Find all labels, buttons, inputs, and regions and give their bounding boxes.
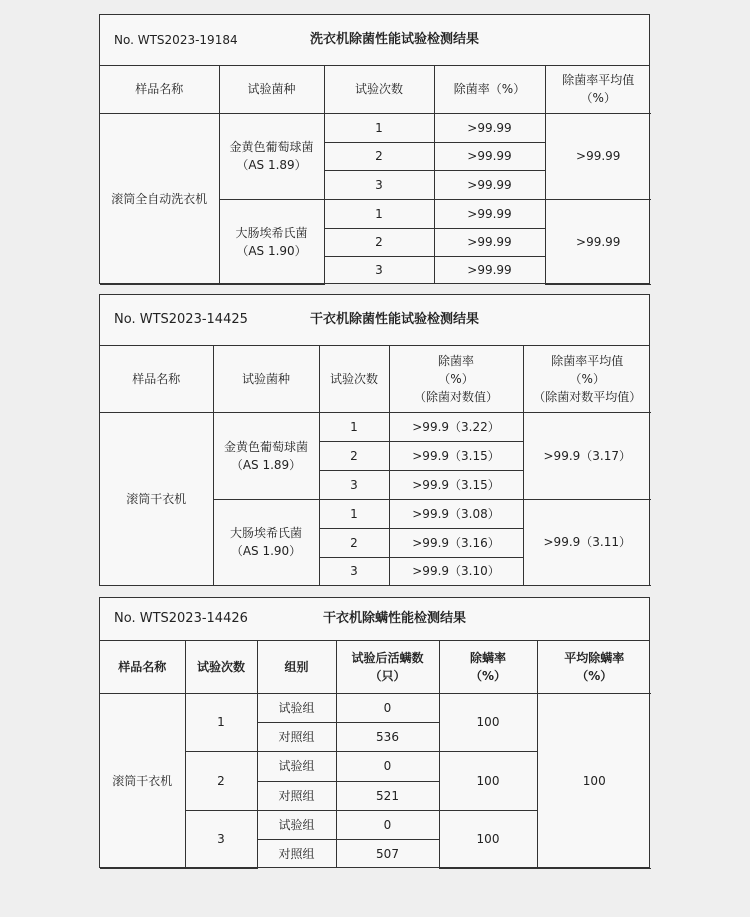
mite-results-table <box>100 641 651 869</box>
group-label: 对照组 <box>257 781 336 810</box>
live-mite-count: 0 <box>336 810 439 839</box>
header-sample-name: 样品名称 <box>100 641 185 693</box>
avg-rate-value: >99.9（3.11） <box>523 499 651 585</box>
strain-cell: 大肠埃希氏菌 （AS 1.90） <box>219 199 324 284</box>
run-number: 3 <box>324 256 434 284</box>
sample-name: 滚筒干衣机 <box>100 693 185 868</box>
report-title: 洗衣机除菌性能试验检测结果 <box>309 32 479 47</box>
header-runs: 试验次数 <box>185 641 257 693</box>
avg-rate-value: >99.99 <box>545 113 651 199</box>
dryer-results-table <box>100 346 651 586</box>
rate-value: >99.9（3.16） <box>389 528 523 557</box>
rate-value: >99.99 <box>434 113 545 142</box>
avg-rate-value: >99.99 <box>545 199 651 284</box>
run-number: 2 <box>319 528 389 557</box>
group-label: 对照组 <box>257 839 336 868</box>
live-mite-count: 0 <box>336 693 439 722</box>
strain-cell: 金黄色葡萄球菌 （AS 1.89） <box>219 113 324 199</box>
rate-value: >99.99 <box>434 199 545 228</box>
group-label: 试验组 <box>257 810 336 839</box>
report-header <box>100 295 649 346</box>
live-mite-count: 536 <box>336 722 439 751</box>
report-title: 干衣机除螨性能检测结果 <box>322 611 466 626</box>
header-live-mites: 试验后活螨数 （只） <box>336 641 439 693</box>
group-label: 试验组 <box>257 751 336 781</box>
rate-value: >99.99 <box>434 170 545 199</box>
avg-rate-value: >99.9（3.17） <box>523 412 651 499</box>
rate-value: >99.9（3.08） <box>389 499 523 528</box>
report-title: 干衣机除菌性能试验检测结果 <box>309 312 479 327</box>
header-runs: 试验次数 <box>319 346 389 412</box>
run-number: 1 <box>324 113 434 142</box>
run-number: 1 <box>319 412 389 441</box>
report-header <box>100 15 649 66</box>
strain-cell: 大肠埃希氏菌 （AS 1.90） <box>213 499 319 585</box>
mite-rate-value: 100 <box>439 693 537 751</box>
header-rate: 除菌率 （%） （除菌对数值） <box>389 346 523 412</box>
avg-mite-rate-value: 100 <box>537 693 651 868</box>
washer-results-table <box>100 66 651 285</box>
run-number: 1 <box>319 499 389 528</box>
report-number: No. WTS2023-14426 <box>114 611 248 626</box>
rate-value: >99.9（3.15） <box>389 441 523 470</box>
mite-rate-value: 100 <box>439 810 537 868</box>
rate-value: >99.99 <box>434 256 545 284</box>
run-number: 3 <box>319 557 389 585</box>
run-number: 2 <box>324 142 434 170</box>
rate-value: >99.9（3.22） <box>389 412 523 441</box>
run-number: 3 <box>185 810 257 868</box>
header-avg-rate: 除菌率平均值 （%） （除菌对数平均值） <box>523 346 651 412</box>
strain-cell: 金黄色葡萄球菌 （AS 1.89） <box>213 412 319 499</box>
report-number: No. WTS2023-19184 <box>114 33 238 47</box>
dryer-mite-removal-report <box>99 597 650 868</box>
run-number: 2 <box>185 751 257 810</box>
mite-rate-value: 100 <box>439 751 537 810</box>
run-number: 3 <box>324 170 434 199</box>
header-mite-rate: 除螨率 （%） <box>439 641 537 693</box>
header-rate: 除菌率（%） <box>434 66 545 113</box>
live-mite-count: 507 <box>336 839 439 868</box>
sample-name: 滚筒全自动洗衣机 <box>100 113 219 284</box>
washer-antibacterial-report <box>99 14 650 284</box>
header-group: 组别 <box>257 641 336 693</box>
header-strain: 试验菌种 <box>213 346 319 412</box>
dryer-antibacterial-report <box>99 294 650 586</box>
run-number: 2 <box>319 441 389 470</box>
sample-name: 滚筒干衣机 <box>100 412 213 585</box>
report-number: No. WTS2023-14425 <box>114 312 248 327</box>
live-mite-count: 0 <box>336 751 439 781</box>
header-sample-name: 样品名称 <box>100 66 219 113</box>
group-label: 对照组 <box>257 722 336 751</box>
rate-value: >99.9（3.10） <box>389 557 523 585</box>
header-strain: 试验菌种 <box>219 66 324 113</box>
group-label: 试验组 <box>257 693 336 722</box>
run-number: 3 <box>319 470 389 499</box>
report-header <box>100 598 649 641</box>
header-sample-name: 样品名称 <box>100 346 213 412</box>
live-mite-count: 521 <box>336 781 439 810</box>
run-number: 2 <box>324 228 434 256</box>
rate-value: >99.99 <box>434 228 545 256</box>
rate-value: >99.9（3.15） <box>389 470 523 499</box>
run-number: 1 <box>185 693 257 751</box>
run-number: 1 <box>324 199 434 228</box>
rate-value: >99.99 <box>434 142 545 170</box>
header-avg-mite-rate: 平均除螨率 （%） <box>537 641 651 693</box>
header-avg-rate: 除菌率平均值 （%） <box>545 66 651 113</box>
header-runs: 试验次数 <box>324 66 434 113</box>
